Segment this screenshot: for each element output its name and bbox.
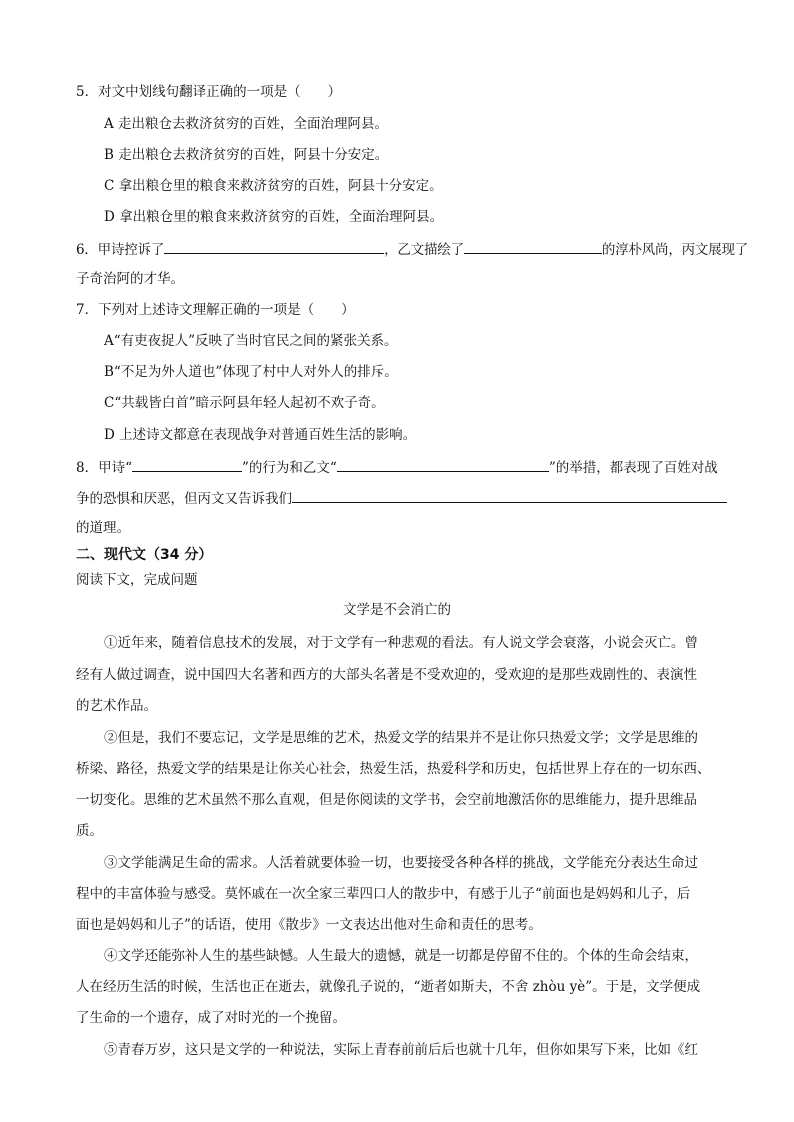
paragraph-text: 面也是妈妈和儿子”的话语，使用《散步》一文表达出他对生命和责任的思考。 xyxy=(76,917,542,933)
q5-option-d: D 拿出粮仓里的粮食来救济贫穷的百姓，全面治理阿县。 xyxy=(104,209,444,225)
paragraph-text: ①近年来，随着信息技术的发展，对于文学有一种悲观的看法。有人说文学会衰落，小说会灭亡。曾 xyxy=(104,635,698,651)
paragraph-text: 经有人做过调查，说中国四大名著和西方的大部头名著是不受欢迎的，受欢迎的是那些戏剧性的、表演性 xyxy=(76,667,697,683)
paragraph-text: ②但是，我们不要忘记，文学是思维的艺术，热爱文学的结果并不是让你只热爱文学；文学是思维的 xyxy=(104,730,698,746)
paragraph-1-line-2 xyxy=(76,665,697,685)
paragraph-2-line-1 xyxy=(104,728,698,748)
q8-line2 xyxy=(76,487,727,509)
q6-line1 xyxy=(76,238,748,260)
q6-answer-blank-2[interactable] xyxy=(464,238,602,254)
paragraph-3-line-3 xyxy=(76,915,542,935)
paragraph-text: 的艺术作品。 xyxy=(76,698,157,714)
paragraph-1-line-1 xyxy=(104,633,698,653)
paragraph-text: 程中的丰富体验与感受。莫怀戚在一次全家三辈四口人的散步中，有感于儿子“前面也是妈妈和儿子，后 xyxy=(76,886,691,902)
paragraph-text: ⑤青春万岁，这只是文学的一种说法，实际上青春前前后后也就十几年，但你如果写下来，比如《红 xyxy=(104,1042,698,1058)
paragraph-text: 质。 xyxy=(76,823,103,839)
q7-stem: 7．下列对上述诗文理解正确的一项是（ ） xyxy=(76,302,355,318)
paragraph-5-line-1 xyxy=(104,1040,698,1060)
paragraph-text: ④文学还能弥补人生的基些缺憾。人生最大的遗憾，就是一切都是停留不住的。个体的生命会结束， xyxy=(104,948,698,964)
q5-stem: 5．对文中划线句翻译正确的一项是（ ） xyxy=(76,84,342,100)
paragraph-2-line-2 xyxy=(76,759,711,779)
paragraph-2-line-3 xyxy=(76,790,697,810)
q8-answer-blank-2[interactable] xyxy=(337,456,549,472)
q8-text-4: 争的恐惧和厌恶，但丙文又告诉我们 xyxy=(76,491,292,507)
paragraph-1-line-3 xyxy=(76,696,157,716)
section-title: 二、现代文（34 分） xyxy=(76,547,213,563)
q7-option-a: A“有吏夜捉人”反映了当时官民之间的紧张关系。 xyxy=(104,333,398,349)
article-title: 文学是不会消亡的 xyxy=(343,602,451,618)
q6-answer-blank-1[interactable] xyxy=(164,238,384,254)
q5-option-c: C 拿出粮仓里的粮食来救济贫穷的百姓，阿县十分安定。 xyxy=(104,178,443,194)
q7-option-c: C“共载皆白首”暗示阿县年轻人起初不欢子奇。 xyxy=(104,395,385,411)
q6-text-3: 的淳朴风尚，丙文展现了 xyxy=(601,242,749,258)
section-instruction: 阅读下文，完成问题 xyxy=(76,572,198,588)
paragraph-text: 了生命的一个遗存，成了对时光的一个挽留。 xyxy=(76,1010,346,1026)
q5-option-a: A 走出粮仓去救济贫穷的百姓，全面治理阿县。 xyxy=(104,116,389,132)
paragraph-text: 一切变化。思维的艺术虽然不那么直观，但是你阅读的文学书，会空前地激活你的思维能力，提升思维品 xyxy=(76,792,697,808)
q6-text-2: ，乙文描绘了 xyxy=(384,242,464,258)
q8-text-1: 8．甲诗“ xyxy=(76,460,132,476)
q5-option-b: B 走出粮仓去救济贫穷的百姓，阿县十分安定。 xyxy=(104,147,389,163)
paragraph-3-line-1 xyxy=(104,853,698,873)
paragraph-2-line-4 xyxy=(76,821,103,841)
paragraph-text: 桥梁、路径，热爱文学的结果是让你关心社会，热爱生活，热爱科学和历史，包括世界上存在的一切东西、 xyxy=(76,761,711,777)
paragraph-3-line-2 xyxy=(76,884,690,904)
paragraph-4-line-3 xyxy=(76,1008,346,1028)
q7-option-b: B“不足为外人道也”体现了村中人对外人的排斥。 xyxy=(104,364,398,380)
q8-text-3: ”的举措，都表现了百姓对战 xyxy=(548,460,718,476)
q6-line2: 子奇治阿的才华。 xyxy=(76,271,184,287)
q8-answer-blank-1[interactable] xyxy=(132,456,242,472)
paragraph-text: ③文学能满足生命的需求。人活着就要体验一切，也要接受各种各样的挑战，文学能充分表达生命过 xyxy=(104,855,698,871)
q8-line1 xyxy=(76,456,718,478)
q8-answer-blank-3[interactable] xyxy=(292,487,727,503)
q8-line3: 的道理。 xyxy=(76,520,130,536)
paragraph-4-line-2 xyxy=(76,977,700,997)
paragraph-4-line-1 xyxy=(104,946,698,966)
paragraph-text: 人在经历生活的时候，生活也正在逝去，就像孔子说的，“逝者如斯夫，不舍 zhòu yè”。于是，文学便成 xyxy=(76,979,701,995)
q7-option-d: D 上述诗文都意在表现战争对普通百姓生活的影响。 xyxy=(104,427,417,443)
q6-text-1: 6．甲诗控诉了 xyxy=(76,242,165,258)
q8-text-2: ”的行为和乙文“ xyxy=(242,460,337,476)
